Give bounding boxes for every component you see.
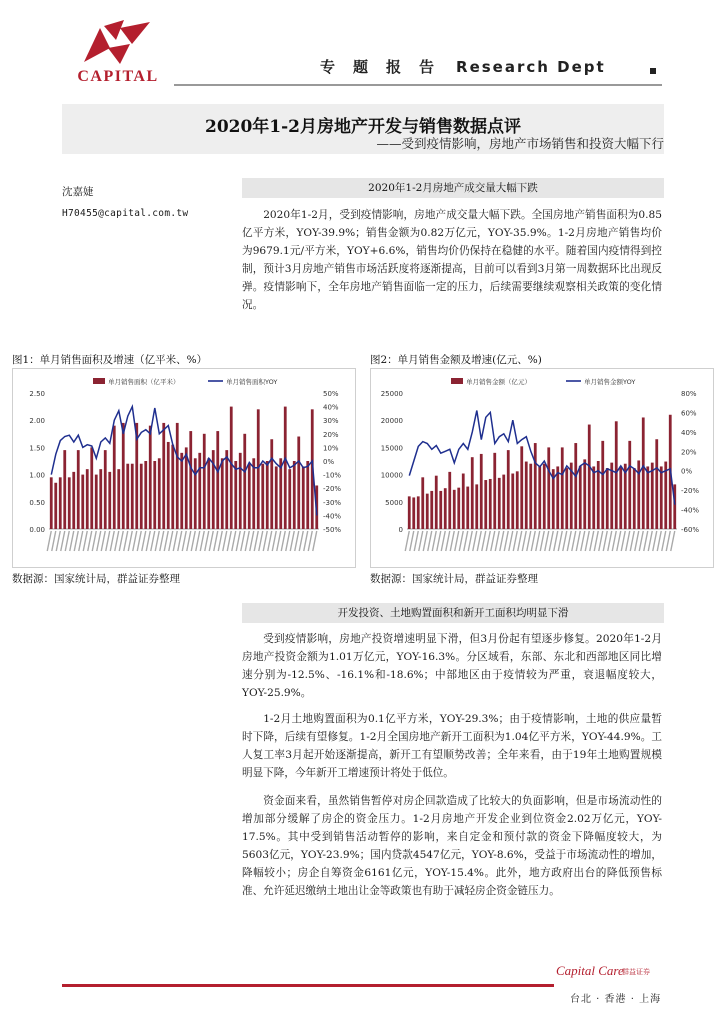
x-tick-mark [477,531,481,551]
x-tick-mark [313,531,317,551]
legend-bar-swatch [93,378,105,384]
x-tick-mark [563,531,567,551]
x-tick-mark [540,531,544,551]
bar [439,491,442,529]
y-left-tick-label: 10000 [380,471,403,480]
x-tick-mark [671,531,675,551]
x-tick-mark [299,531,303,551]
bar [628,441,631,529]
footer-cities: 台北 · 香港 · 上海 [570,994,662,1005]
x-tick-mark [630,531,634,551]
bar [475,484,478,529]
x-tick-mark [639,531,643,551]
x-tick-mark [495,531,499,551]
bar [660,466,663,529]
y-right-tick-label: -30% [323,498,342,507]
y-left-tick-label: 2.50 [29,390,45,398]
bar [516,471,519,529]
chart-sales-area [12,368,356,568]
x-tick-mark [88,531,92,551]
y-left-tick-label: 1.00 [29,471,45,480]
bar [462,474,465,529]
footer-divider [62,984,554,987]
x-tick-mark [196,531,200,551]
bar [104,450,107,529]
bar [198,453,201,529]
report-type: 专题报告 [320,58,453,76]
legend-line-label: 单月销售金额YOY [584,378,636,386]
x-tick-mark [277,531,281,551]
bar [444,488,447,529]
x-tick-mark [464,531,468,551]
bar [54,483,57,529]
bar [68,477,71,529]
bar [144,461,147,529]
report-header [320,56,606,77]
x-tick-mark [65,531,69,551]
x-tick-mark [110,531,114,551]
bar [230,407,233,529]
bar [520,446,523,529]
bar [243,434,246,529]
x-tick-mark [83,531,87,551]
bar [257,409,260,529]
x-tick-mark [106,531,110,551]
x-tick-mark [653,531,657,551]
bar [642,417,645,529]
bar [50,477,53,529]
x-tick-mark [52,531,56,551]
bar [86,469,89,529]
bar [561,447,564,529]
x-tick-mark [119,531,123,551]
bar [239,453,242,529]
y-right-tick-label: 80% [681,390,697,398]
bar [511,474,514,529]
x-tick-mark [558,531,562,551]
bar [507,450,510,529]
y-right-tick-label: 20% [323,430,339,439]
bar [525,462,528,529]
x-tick-mark [626,531,630,551]
section-heading-investment: 开发投资、土地购置面积和新开工面积均明显下滑 [242,603,664,623]
x-tick-mark [209,531,213,551]
x-tick-mark [446,531,450,551]
x-tick-mark [545,531,549,551]
bar [167,442,170,529]
x-tick-mark [47,531,51,551]
x-tick-mark [218,531,222,551]
x-tick-mark [151,531,155,551]
bar [95,475,98,529]
bar [426,494,429,529]
y-right-tick-label: 50% [323,390,339,398]
section-heading-sales: 2020年1-2月房地产成交量大幅下跌 [242,178,664,198]
bar [113,426,116,529]
x-tick-mark [428,531,432,551]
x-tick-mark [590,531,594,551]
x-tick-mark [205,531,209,551]
x-tick-mark [621,531,625,551]
y-left-tick-label: 1.50 [29,444,45,453]
x-tick-mark [164,531,168,551]
footer-brand-cn: 群益证券 [622,968,650,976]
bar [606,468,609,529]
dept-name: Research Dept [456,58,606,76]
x-tick-mark [146,531,150,551]
x-tick-mark [182,531,186,551]
y-right-tick-label: -20% [323,485,342,494]
figure-1-source: 数据源：国家统计局，群益证券整理 [12,573,180,585]
y-right-tick-label: -60% [681,526,700,534]
x-tick-mark [522,531,526,551]
bar [293,461,296,529]
x-tick-mark [500,531,504,551]
x-tick-mark [272,531,276,551]
bar [547,447,550,529]
y-right-tick-label: 30% [323,417,339,426]
y-right-tick-label: -50% [323,526,342,534]
bar [122,423,125,529]
paragraph-funding: 资金面来看，虽然销售暂停对房企回款造成了比较大的负面影响，但是市场流动性的增加部分缓解了房企的资金压力。1-2月房地产开发企业到位资金2.02万亿元，YOY-17.5%。其中受到销售活动暂停的影响，来自定金和预付款的资金下降幅度较大，为5603亿元，YOY-23.9%；国内贷款4547亿元，YOY-8.6%，受益于市场流动性的增加，降幅较小；房企自筹资金6161亿元，YOY-15.4%。此外，地方政府出台的降低预售标准、允许延迟缴纳土地出让金等政策也有助于减轻房企资金链压力。 [242,795,662,897]
x-tick-mark [657,531,661,551]
bar [81,475,84,529]
x-tick-mark [581,531,585,551]
y-left-tick-label: 0.50 [29,498,45,507]
page-title: 2020年1-2月房地产开发与销售数据点评 [204,117,522,137]
bar [655,439,658,529]
paragraph-investment: 受到疫情影响，房地产投资增速明显下滑，但3月份起有望逐步修复。2020年1-2月房地产投资金额为1.01万亿元，YOY-16.3%。分区域看，东部、东北和西部地区同比增速分别为-12.5%、-16.1%和-18.6%；中部地区由于疫情较为严重，衰退幅度较大，YOY-25.9%。 [242,633,662,699]
bar [117,469,120,529]
x-tick-mark [259,531,263,551]
bar [252,458,255,529]
x-tick-mark [585,531,589,551]
x-tick-mark [410,531,414,551]
legend-bar-swatch [451,378,463,384]
legend-bar-label: 单月销售金额（亿元） [466,378,531,386]
x-tick-mark [662,531,666,551]
bar [619,466,622,529]
bar [651,463,654,529]
x-tick-mark [491,531,495,551]
bar [633,468,636,529]
bar [59,477,62,529]
x-tick-mark [576,531,580,551]
x-tick-mark [281,531,285,551]
x-tick-mark [482,531,486,551]
y-right-tick-label: 10% [323,444,339,453]
x-tick-mark [432,531,436,551]
y-right-tick-label: 0% [323,458,335,466]
y-right-tick-label: 0% [681,467,693,476]
bar [149,426,152,529]
bar [194,458,197,529]
x-tick-mark [268,531,272,551]
x-tick-mark [567,531,571,551]
x-tick-mark [473,531,477,551]
x-tick-mark [97,531,101,551]
bar [583,459,586,529]
x-tick-mark [304,531,308,551]
x-tick-mark [232,531,236,551]
y-left-tick-label: 0 [398,526,403,534]
chart-sales-amount-svg [371,369,713,567]
x-tick-mark [250,531,254,551]
x-tick-mark [101,531,105,551]
bar [72,472,75,529]
bar [484,480,487,529]
bar [529,464,532,529]
chart-sales-area-svg [13,369,355,567]
x-tick-mark [441,531,445,551]
bar [502,475,505,529]
x-tick-mark [155,531,159,551]
x-tick-mark [214,531,218,551]
x-tick-mark [115,531,119,551]
x-tick-mark [70,531,74,551]
x-tick-mark [124,531,128,551]
x-tick-mark [79,531,83,551]
bar [266,461,269,529]
x-tick-mark [142,531,146,551]
bar [162,423,165,529]
x-tick-mark [504,531,508,551]
x-tick-mark [405,531,409,551]
y-left-tick-label: 25000 [380,390,403,398]
header-divider [174,84,662,86]
x-tick-mark [527,531,531,551]
bar [261,464,264,529]
bar [601,441,604,529]
bar [435,476,438,529]
x-tick-mark [666,531,670,551]
y-left-tick-label: 0.00 [29,526,45,534]
figure-1-title: 图1：单月销售面积及增速（亿平米、%） [12,354,208,366]
bar [176,423,179,529]
bar [556,466,559,529]
eagle-logo-icon [80,18,156,68]
x-tick-mark [56,531,60,551]
x-tick-mark [414,531,418,551]
x-tick-mark [486,531,490,551]
bar [408,496,411,529]
bar [270,439,273,529]
bar [108,472,111,529]
bar [466,487,469,529]
x-tick-mark [603,531,607,551]
bar [574,443,577,529]
bar [234,461,237,529]
y-right-tick-label: 60% [681,409,697,418]
x-tick-mark [549,531,553,551]
x-tick-mark [286,531,290,551]
y-right-tick-label: -20% [681,487,700,496]
x-tick-mark [594,531,598,551]
x-tick-mark [554,531,558,551]
x-tick-mark [290,531,294,551]
x-tick-mark [191,531,195,551]
bar [417,496,420,529]
x-tick-mark [308,531,312,551]
header-dot [650,68,656,74]
bar [646,466,649,529]
bar [99,469,102,529]
x-tick-mark [173,531,177,551]
paragraph-sales: 2020年1-2月，受到疫情影响，房地产成交量大幅下跌。全国房地产销售面积为0.85亿平方米，YOY-39.9%；销售金额为0.82万亿元，YOY-35.9%。1-2月房地产销售均价为9679.1元/平方米，YOY+6.6%，销售均价仍保持在稳健的水平。随着国内疫情得到控制，预计3月房地产销售市场活跃度将逐渐提高，目前可以看到3月第一周数据环比出现反弹。疫情影响下，全年房地产销售面临一定的压力，后续需要继续观察相关政策的变化情况。 [242,209,662,311]
bar [480,454,483,529]
x-tick-mark [450,531,454,551]
x-tick-mark [178,531,182,551]
x-tick-mark [518,531,522,551]
bar [430,491,433,529]
author-name: 沈嘉婕 [62,186,94,198]
bar [543,464,546,529]
x-tick-mark [437,531,441,551]
x-tick-mark [423,531,427,551]
x-tick-mark [648,531,652,551]
x-tick-mark [635,531,639,551]
bar [180,453,183,529]
legend-line-label: 单月销售面积YOY [226,378,278,386]
bar [579,466,582,529]
y-right-tick-label: -40% [681,506,700,515]
x-tick-mark [187,531,191,551]
x-tick-mark [160,531,164,551]
x-tick-mark [241,531,245,551]
x-tick-mark [455,531,459,551]
y-right-tick-label: -10% [323,471,342,480]
x-tick-mark [128,531,132,551]
bar [221,458,224,529]
figure-2-source: 数据源：国家统计局，群益证券整理 [370,573,538,585]
bar [126,464,129,529]
x-tick-mark [531,531,535,551]
bar [453,490,456,529]
bar [189,431,192,529]
bar [498,478,501,529]
bar [534,443,537,529]
bar [77,450,80,529]
x-tick-mark [459,531,463,551]
y-right-tick-label: -40% [323,512,342,521]
bar [448,472,451,529]
chart-sales-amount [370,368,714,568]
x-tick-mark [644,531,648,551]
y-left-tick-label: 15000 [380,444,403,453]
y-right-tick-label: 40% [681,428,697,437]
paragraph-land: 1-2月土地购置面积为0.1亿平方米，YOY-29.3%；由于疫情影响，土地的供应量暂时下降，后续有望修复。1-2月全国房地产新开工面积为1.04亿平方米，YOY-44.9%。工人复工率3月起开始逐渐提高，新开工有望顺势改善；全年来看，由于19年土地购置规模明显下降，今年新开工增速预计将处于低位。 [242,713,662,779]
bar [592,466,595,529]
x-tick-mark [572,531,576,551]
bar [225,450,228,529]
author-email: H70455@capital.com.tw [62,208,189,219]
bar [565,468,568,529]
bar [302,466,305,529]
bar [610,463,613,529]
y-left-tick-label: 5000 [385,498,403,507]
x-tick-mark [236,531,240,551]
x-tick-mark [245,531,249,551]
bar [493,453,496,529]
bar [412,497,415,529]
x-tick-mark [92,531,96,551]
bar [306,461,309,529]
page-subtitle: ——受到疫情影响，房地产市场销售和投资大幅下行 [376,136,664,151]
y-right-tick-label: 40% [323,403,339,412]
bar [421,477,424,529]
bar [63,450,66,529]
x-tick-mark [536,531,540,551]
x-tick-mark [509,531,513,551]
x-tick-mark [133,531,137,551]
x-tick-mark [608,531,612,551]
bar [158,458,161,529]
bar [297,437,300,529]
x-tick-mark [599,531,603,551]
bar [275,466,278,529]
bar [588,425,591,529]
x-tick-mark [617,531,621,551]
x-tick-mark [513,531,517,551]
x-tick-mark [263,531,267,551]
bar [185,447,188,529]
figure-2-title: 图2：单月销售金额及增速(亿元、%) [370,354,542,366]
bar [203,434,206,529]
bar [615,421,618,529]
bar [489,479,492,529]
bar [248,464,251,529]
y-left-tick-label: 20000 [380,417,403,426]
bar [90,447,93,529]
x-tick-mark [227,531,231,551]
bar [216,431,219,529]
legend-bar-label: 单月销售面积（亿平米） [108,378,180,386]
x-tick-mark [137,531,141,551]
x-tick-mark [223,531,227,551]
x-tick-mark [254,531,258,551]
x-tick-mark [200,531,204,551]
bar [471,457,474,529]
bar [207,458,210,529]
x-tick-mark [612,531,616,551]
logo-text: CAPITAL [77,68,159,85]
x-tick-mark [295,531,299,551]
bar [279,458,282,529]
bar [140,464,143,529]
y-right-tick-label: 20% [681,448,697,457]
bar [288,469,291,529]
bar [153,461,156,529]
x-tick-mark [468,531,472,551]
x-tick-mark [61,531,65,551]
bar [171,445,174,529]
y-left-tick-label: 2.00 [29,417,45,426]
x-tick-mark [419,531,423,551]
bar [538,466,541,529]
bar [457,488,460,529]
company-logo [62,18,174,88]
footer-brand: Capital Care [556,963,624,978]
bar [284,407,287,529]
bar [131,464,134,529]
x-tick-mark [169,531,173,551]
x-tick-mark [74,531,78,551]
